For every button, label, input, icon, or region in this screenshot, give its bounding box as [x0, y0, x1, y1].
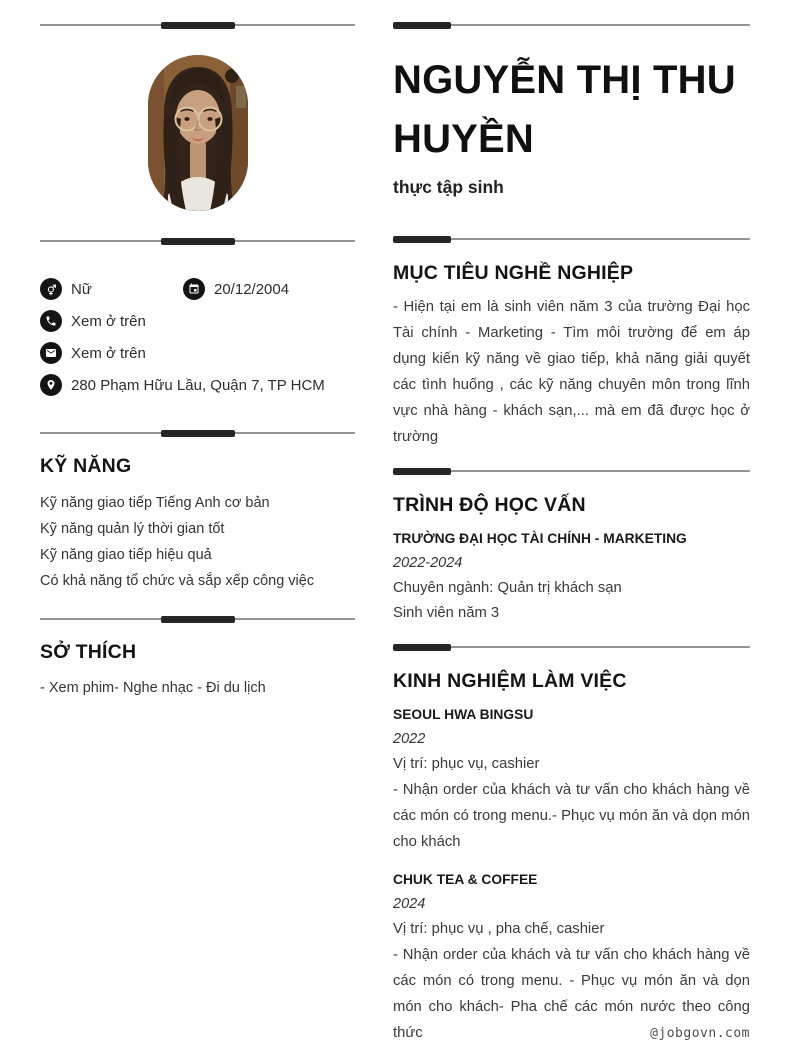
left-sidebar — [40, 0, 355, 701]
experience-description: - Nhận order của khách và tư vấn cho khách hàng về các món có trong menu. - Phục vụ món ăn và dọn món cho khách- Pha chế các món nước theo công thức — [393, 947, 750, 1041]
divider — [40, 238, 355, 245]
experience-position: Vị trí: phục vụ, cashier — [393, 756, 540, 772]
divider — [393, 22, 750, 29]
divider — [40, 430, 355, 437]
objective-heading: MỤC TIÊU NGHỀ NGHIỆP — [393, 262, 634, 284]
experience-company: SEOUL HWA BINGSU — [393, 707, 534, 722]
divider — [393, 468, 750, 475]
profile-photo — [148, 55, 248, 211]
contact-row-phone — [40, 310, 355, 332]
skills-heading: KỸ NĂNG — [40, 455, 132, 477]
candidate-name: NGUYỄN THỊ THU HUYỀN — [393, 58, 736, 161]
skill-item: Kỹ năng quản lý thời gian tốt — [40, 521, 225, 537]
skill-item: Kỹ năng giao tiếp hiệu quả — [40, 547, 212, 563]
skill-item: Có khả năng tổ chức và sắp xếp công việc — [40, 573, 315, 589]
phone-value: Xem ở trên — [71, 312, 146, 330]
main-content — [393, 0, 750, 1046]
divider — [393, 236, 750, 243]
hobbies-text: - Xem phim- Nghe nhạc - Đi du lịch — [40, 680, 266, 696]
skills-list — [40, 490, 355, 594]
profile-photo-illustration — [148, 55, 248, 211]
experience-heading: KINH NGHIỆM LÀM VIỆC — [393, 670, 627, 692]
objective-text: - Hiện tại em là sinh viên năm 3 của trường Đại học Tài chính - Marketing - Tìm môi trường để em áp dụng kiến kỹ năng về giao tiếp, khả năng giải quyết các tình huống , các kỹ năng chuyên môn trong lĩnh vực nhà hàng - khách sạn,... mà em đã được học ở trường — [393, 299, 750, 445]
skill-item: Kỹ năng giao tiếp Tiếng Anh cơ bản — [40, 495, 270, 511]
divider — [40, 616, 355, 623]
contact-row-email — [40, 342, 355, 364]
location-icon — [40, 374, 62, 396]
education-heading: TRÌNH ĐỘ HỌC VẤN — [393, 494, 586, 516]
watermark: @jobgovn.com — [650, 1026, 750, 1041]
divider — [393, 644, 750, 651]
experience-entry — [393, 705, 750, 855]
calendar-icon — [183, 278, 205, 300]
candidate-title: thực tập sinh — [393, 177, 504, 197]
contact-info — [40, 278, 355, 396]
experience-description: - Nhận order của khách và tư vấn cho khách hàng về các món có trong menu.- Phục vụ món ăn và dọn món cho khách — [393, 782, 750, 850]
experience-period: 2022 — [393, 731, 426, 747]
contact-row-gender-dob — [40, 278, 355, 300]
phone-icon — [40, 310, 62, 332]
gender-value: Nữ — [71, 280, 92, 298]
dob-value: 20/12/2004 — [214, 280, 290, 298]
experience-company: CHUK TEA & COFFEE — [393, 872, 538, 887]
address-value: 280 Phạm Hữu Lầu, Quận 7, TP HCM — [71, 376, 325, 394]
gender-icon — [40, 278, 62, 300]
hobbies-heading: SỞ THÍCH — [40, 641, 137, 663]
education-school: TRƯỜNG ĐẠI HỌC TÀI CHÍNH - MARKETING — [393, 531, 687, 546]
divider — [40, 22, 355, 29]
email-value: Xem ở trên — [71, 344, 146, 362]
experience-period: 2024 — [393, 896, 426, 912]
email-icon — [40, 342, 62, 364]
education-period: 2022-2024 — [393, 555, 463, 571]
education-note: Sinh viên năm 3 — [393, 605, 500, 621]
experience-entry — [393, 870, 750, 1046]
education-major: Chuyên ngành: Quản trị khách sạn — [393, 580, 622, 596]
experience-position: Vị trí: phục vụ , pha chế, cashier — [393, 921, 605, 937]
contact-row-address — [40, 374, 355, 396]
